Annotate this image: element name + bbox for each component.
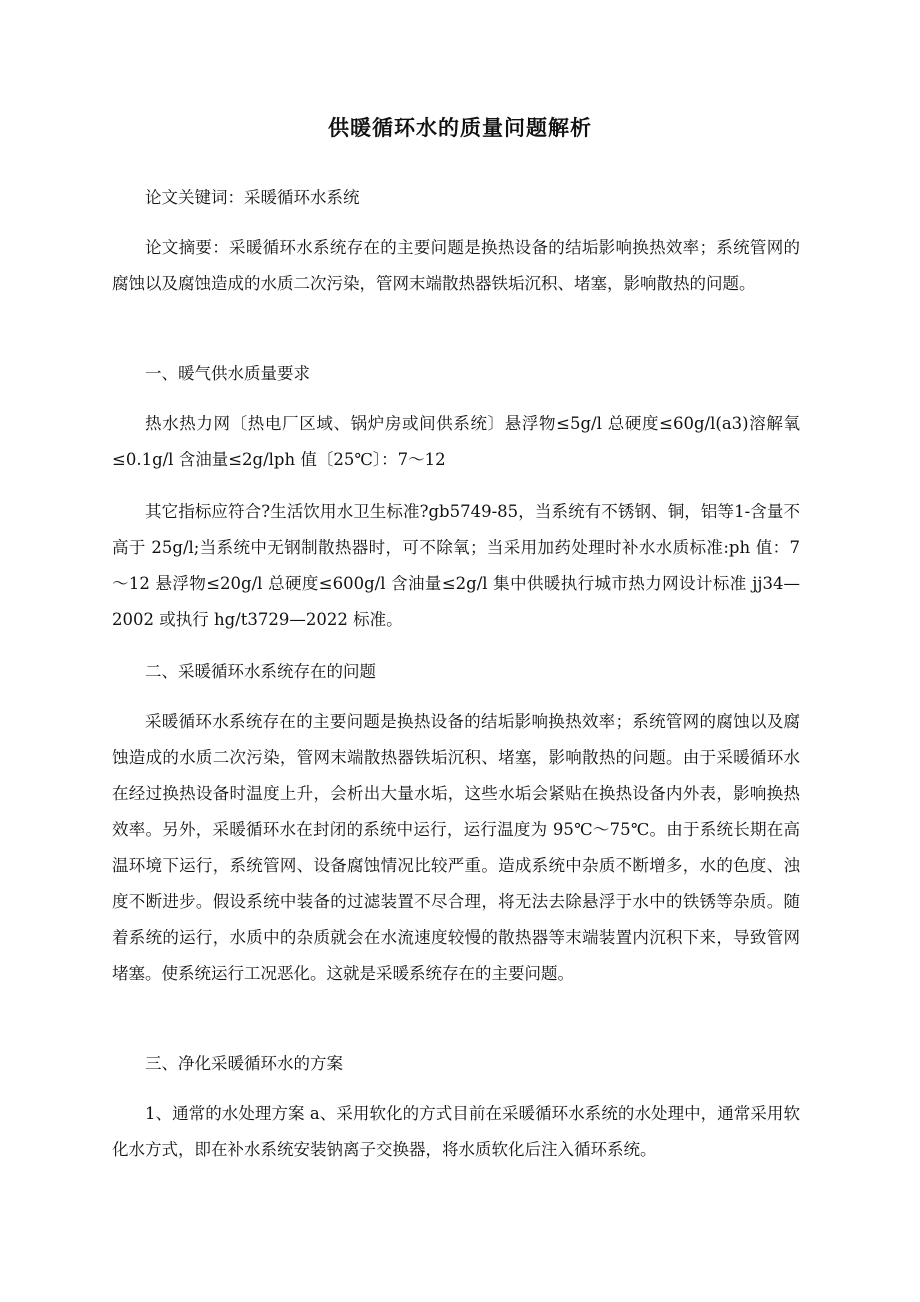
section-heading-3: 三、净化采暖循环水的方案 xyxy=(145,1054,343,1073)
section2-paragraph-1: 采暖循环水系统存在的主要问题是换热设备的结垢影响换热效率；系统管网的腐蚀以及腐蚀造成的水质二次污染，管网末端散热器铁垢沉积、堵塞，影响散热的问题。由于采暖循环水在经过换热设备时温度上升，会析出大量水垢，这些水垢会紧贴在换热设备内外表，影响换热效率。另外，采暖循环水在封闭的系统中运行，运行温度为 95℃～75℃。由于系统长期在高温环境下运行，系统管网、设备腐蚀情况比较严重。造成系统中杂质不断增多，水的色度、浊度不断进步。假设系统中装备的过滤装置不尽合理，将无法去除悬浮于水中的铁锈等杂质。随着系统的运行，水质中的杂质就会在水流速度较慢的散热器等末端装置内沉积下来，导致管网堵塞。使系统运行工况恶化。这就是采暖系统存在的主要问题。 xyxy=(112,712,800,983)
page-title: 供暖循环水的质量问题解析 xyxy=(328,116,592,140)
keywords-paragraph: 论文关键词：采暖循环水系统 xyxy=(145,188,360,207)
section-heading-1: 一、暖气供水质量要求 xyxy=(145,364,310,383)
section-heading-2: 二、采暖循环水系统存在的问题 xyxy=(145,662,376,681)
section1-paragraph-1: 热水热力网〔热电厂区域、锅炉房或间供系统〕悬浮物≤5g/l 总硬度≤60g/l(a3)溶解氧≤0.1g/l 含油量≤2g/lph 值〔25℃〕：7～12 xyxy=(112,414,800,469)
section1-paragraph-2: 其它指标应符合?生活饮用水卫生标准?gb5749-85，当系统有不锈钢、铜，铝等1-含量不高于 25g/l;当系统中无钢制散热器时，可不除氧；当采用加药处理时补水水质标准:ph 值：7～12 悬浮物≤20g/l 总硬度≤600g/l 含油量≤2g/l 集中供暖执行城市热力网设计标准 jj34—2002 或执行 hg/t3729—2022 标准。 xyxy=(112,502,800,629)
abstract-paragraph: 论文摘要：采暖循环水系统存在的主要问题是换热设备的结垢影响换热效率；系统管网的腐蚀以及腐蚀造成的水质二次污染，管网末端散热器铁垢沉积、堵塞，影响散热的问题。 xyxy=(112,238,800,293)
section3-paragraph-1: 1、通常的水处理方案 a、采用软化的方式目前在采暖循环水系统的水处理中，通常采用软化水方式，即在补水系统安装钠离子交换器，将水质软化后注入循环系统。 xyxy=(112,1104,800,1159)
